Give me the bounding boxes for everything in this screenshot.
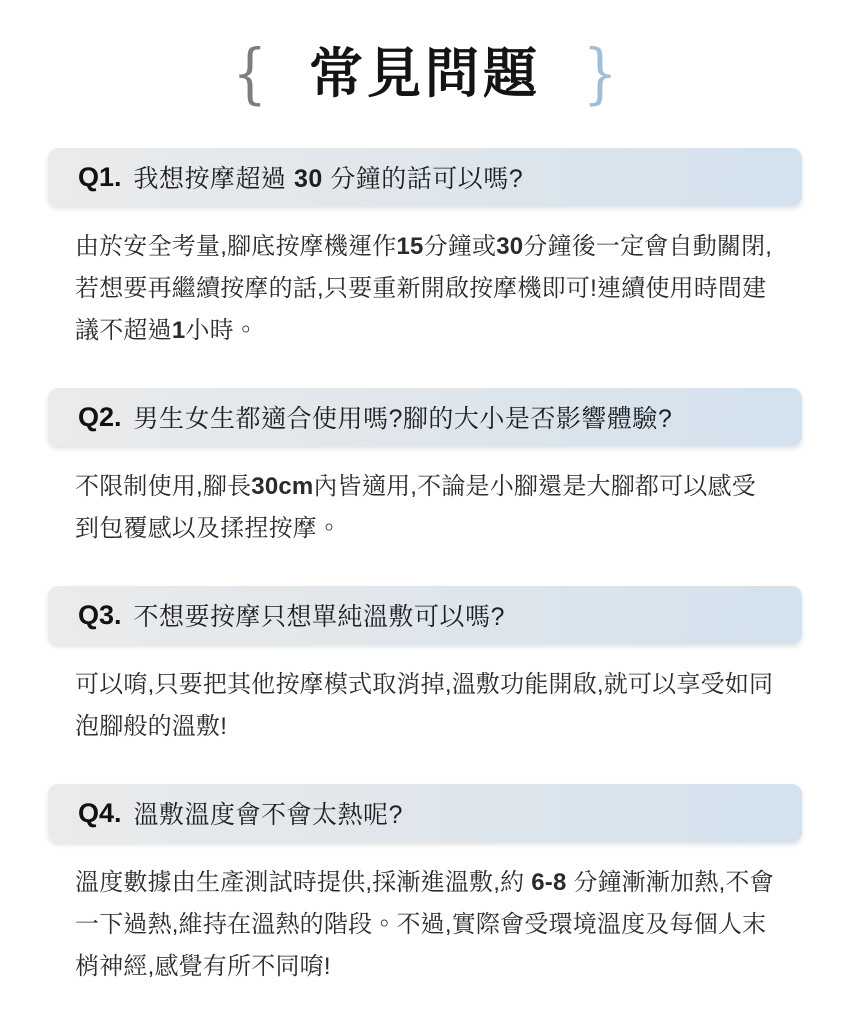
question-bar-q3: [48, 586, 802, 644]
question-text: 溫敷溫度會不會太熱呢?: [133, 801, 403, 829]
page-title-text: 常見問題: [309, 43, 541, 104]
question-bar-q2: [48, 388, 802, 446]
faq-item-q1: [48, 148, 802, 352]
page-title: [0, 0, 850, 112]
question-text: 男生女生都適合使用嗎?腳的大小是否影響體驗?: [133, 405, 673, 433]
answer-text: 溫度數據由生產測試時提供,採漸進溫敷,約 6-8 分鐘漸漸加熱,不會一下過熱,維持在溫熱的階段。不過,實際會受環境溫度及每個人末梢神經,感覺有所不同唷!: [75, 869, 774, 980]
question-text: 不想要按摩只想單純溫敷可以嗎?: [133, 603, 505, 631]
question-text: 我想按摩超過 30 分鐘的話可以嗎?: [133, 165, 524, 193]
question-number: Q3.: [78, 599, 122, 630]
question-bar-q4: [48, 784, 802, 842]
question-bar-q1: [48, 148, 802, 206]
right-brace-decoration: }: [583, 34, 618, 112]
faq-item-q2: [48, 388, 802, 550]
answer-text: 可以唷,只要把其他按摩模式取消掉,溫敷功能開啟,就可以享受如同泡腳般的溫敷!: [75, 671, 774, 740]
answer-text: 由於安全考量,腳底按摩機運作15分鐘或30分鐘後一定會自動關閉,若想要再繼續按摩的話,只要重新開啟按摩機即可!連續使用時間建議不超過1小時。: [75, 233, 773, 344]
faq-item-q3: [48, 586, 802, 748]
faq-item-q4: [48, 784, 802, 988]
faq-list: [0, 148, 850, 988]
answer-text: 不限制使用,腳長30cm內皆適用,不論是小腳還是大腳都可以感受到包覆感以及揉捏按摩。: [75, 473, 756, 542]
question-number: Q1.: [78, 161, 122, 192]
left-brace-decoration: {: [232, 34, 267, 112]
question-number: Q4.: [78, 797, 122, 828]
question-number: Q2.: [78, 401, 122, 432]
